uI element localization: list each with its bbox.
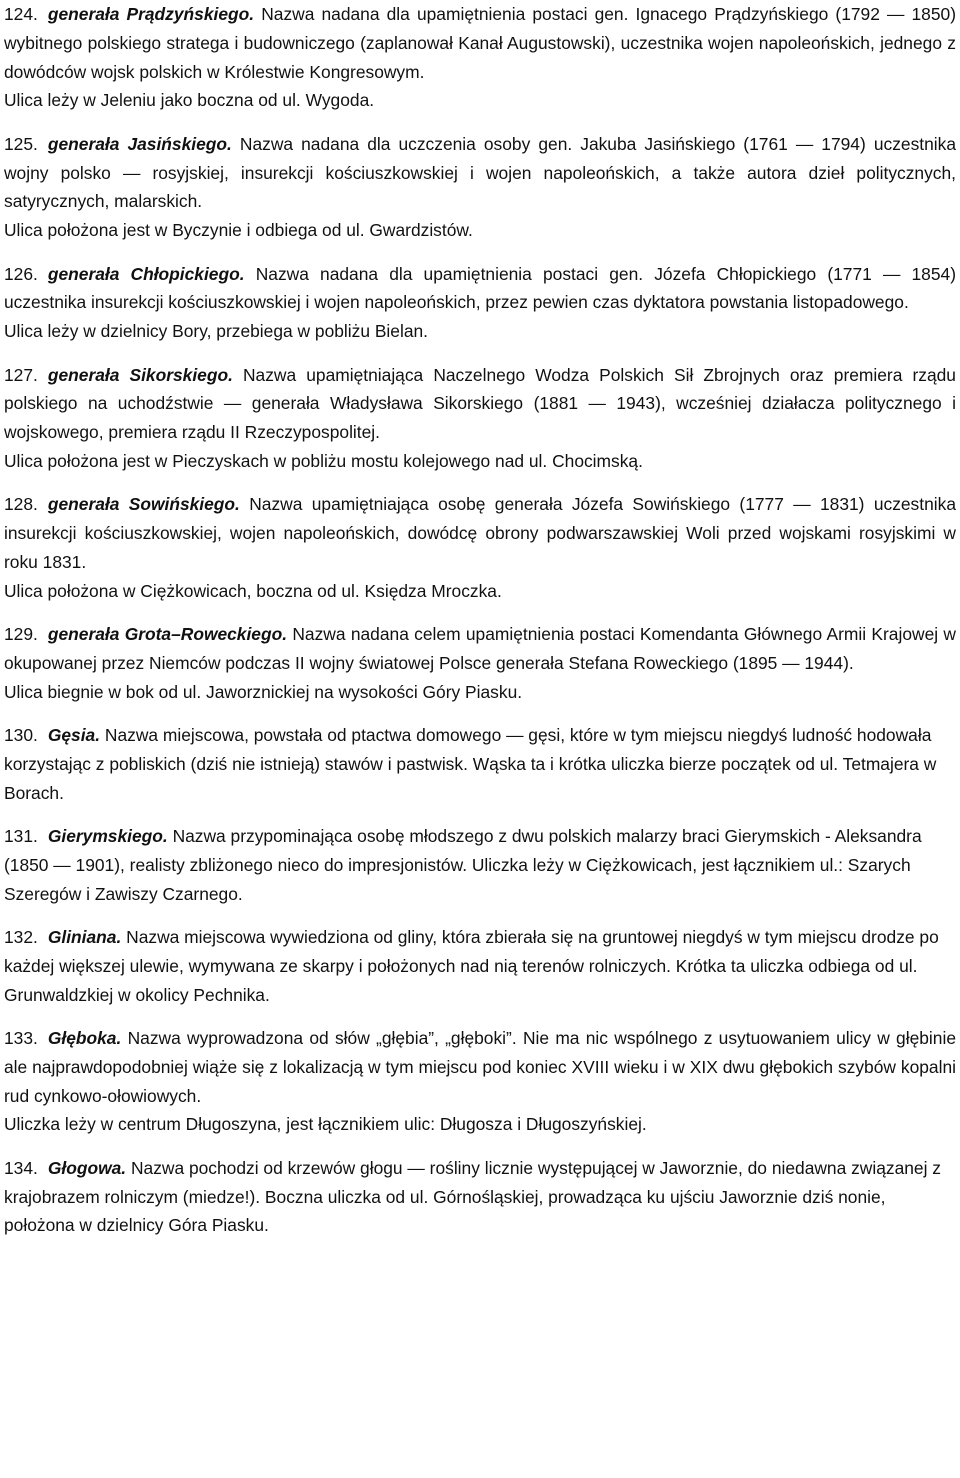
- street-name: generała Sowińskiego.: [47, 494, 240, 515]
- entry-location: Ulica położona jest w Pieczyskach w pobliżu mostu kolejowego nad ul. Chocimską.: [4, 450, 643, 471]
- entry-description: Nazwa upamiętniająca Naczelnego Wodza Polskich Sił Zbrojnych oraz premiera rządu polskiego na uchodźstwie — generała Władysława Sikorskiego (1881 — 1943), wcześniej działacza politycznego i wojskowego, premiera rządu II Rzeczypospolitej.: [4, 364, 956, 443]
- entry-number: 130.: [4, 725, 38, 746]
- document-page: [4, 0, 956, 1255]
- street-entry-132: [4, 923, 956, 1009]
- entry-number: 127.: [4, 364, 38, 385]
- street-name: Głęboka.: [47, 1028, 122, 1049]
- entry-location: Ulica położona jest w Byczynie i odbiega od ul. Gwardzistów.: [4, 220, 473, 241]
- entry-description: Nazwa nadana celem upamiętnienia postaci Komendanta Głównego Armii Krajowej w okupowanej przez Niemców podczas II wojny światowej Polsce generała Stefana Roweckiego (1895 — 1944).: [4, 624, 956, 673]
- entry-number: 132.: [4, 927, 38, 948]
- street-name: generała Grota–Roweckiego.: [47, 624, 288, 645]
- entry-number: 124.: [4, 4, 38, 24]
- street-name: generała Chłopickiego.: [47, 263, 245, 284]
- entry-description: Nazwa przypominająca osobę młodszego z dwu polskich malarzy braci Gierymskich - Aleksandra (1850 — 1901), realisty zbliżonego nieco do impresjonistów. Uliczka leży w Ciężkowicach, jest łącznikiem ul.: Szarych Szeregów i Zawiszy Czarnego.: [4, 826, 922, 904]
- street-name: generała Jasińskiego.: [47, 133, 232, 154]
- street-entry-131: [4, 822, 956, 908]
- entry-description: Nazwa pochodzi od krzewów głogu — rośliny licznie występującej w Jaworznie, do niedawna związanej z krajobrazem rolniczym (miedze!). Boczna uliczka od ul. Górnośląskiej, prowadząca ku ujściu Jaworznie dziś nonie, położona w dzielnicy Góra Piasku.: [4, 1157, 941, 1236]
- entry-number: 131.: [4, 826, 38, 847]
- street-entry-130: [4, 721, 956, 807]
- entry-description: Nazwa nadana dla uczczenia osoby gen. Jakuba Jasińskiego (1761 — 1794) uczestnika wojny polsko — rosyjskiej, insurekcji kościuszkowskiej i wojen napoleońskich, a także autora dzieł politycznych, satyrycznych, malarskich.: [4, 133, 956, 212]
- entry-number: 134.: [4, 1157, 38, 1178]
- entry-description: Nazwa miejscowa wywiedziona od gliny, która zbierała się na gruntowej niegdyś w tym miejscu drodze po każdej większej ulewie, wymywana ze skarpy i położonych nad nią terenów rolniczych. Krótka ta uliczka odbiega od ul. Grunwaldzkiej w okolicy Pechnika.: [4, 927, 939, 1005]
- entry-number: 129.: [4, 624, 38, 645]
- street-entry-127: [4, 361, 956, 476]
- entry-location: Ulica położona w Ciężkowicach, boczna od ul. Księdza Mroczka.: [4, 580, 502, 601]
- street-name: Głogowa.: [47, 1157, 127, 1178]
- street-name: generała Prądzyńskiego.: [47, 4, 255, 24]
- street-entry-128: [4, 490, 956, 605]
- entry-description: Nazwa nadana dla upamiętnienia postaci gen. Józefa Chłopickiego (1771 — 1854) uczestnika insurekcji kościuszkowskiej i wojen napoleońskich, przez pewien czas dyktatora powstania listopadowego.: [4, 263, 956, 313]
- entry-description: Nazwa upamiętniająca osobę generała Józefa Sowińskiego (1777 — 1831) uczestnika insurekcji kościuszkowskiej, wojen napoleońskich, dowódcę obrony podwarszawskiej Woli przed wojskami rosyjskimi w roku 1831.: [4, 494, 956, 572]
- street-entry-129: [4, 620, 956, 706]
- entry-description: Nazwa nadana dla upamiętnienia postaci gen. Ignacego Prądzyńskiego (1792 — 1850) wybitnego polskiego stratega i budowniczego (zaplanował Kanał Augustowski), uczestnika wojen napoleońskich, jednego z dowódców wojsk polskich w Królestwie Kongresowym.: [4, 4, 956, 82]
- street-name: Gierymskiego.: [47, 826, 168, 847]
- entry-description: Nazwa wyprowadzona od słów „głębia”, „głęboki”. Nie ma nic wspólnego z usytuowaniem ulicy w głębinie ale najprawdopodobniej wiąże się z lokalizacją w tym miejscu pod koniec XVIII wieku i w XIX dwu głębokich szybów kopalni rud cynkowo-ołowiowych.: [4, 1028, 956, 1106]
- entry-number: 126.: [4, 263, 38, 284]
- entry-location: Ulica leży w Jeleniu jako boczna od ul. Wygoda.: [4, 90, 375, 111]
- entry-number: 125.: [4, 133, 38, 154]
- street-entry-133: [4, 1024, 956, 1139]
- street-entry-125: [4, 130, 956, 245]
- entry-number: 128.: [4, 494, 38, 515]
- entry-location: Ulica biegnie w bok od ul. Jaworznickiej na wysokości Góry Piasku.: [4, 681, 523, 702]
- street-name: Gliniana.: [47, 927, 122, 948]
- entry-location: Ulica leży w dzielnicy Bory, przebiega w pobliżu Bielan.: [4, 321, 429, 342]
- street-entry-124: [4, 0, 956, 115]
- street-entry-134: [4, 1154, 956, 1240]
- street-entry-126: [4, 260, 956, 346]
- entry-number: 133.: [4, 1028, 38, 1049]
- entry-location: Uliczka leży w centrum Długoszyna, jest łącznikiem ulic: Długosza i Długoszyńskiej.: [4, 1114, 647, 1135]
- street-name: generała Sikorskiego.: [47, 364, 233, 385]
- street-name: Gęsia.: [47, 725, 101, 746]
- entry-description: Nazwa miejscowa, powstała od ptactwa domowego — gęsi, które w tym miejscu niegdyś ludność hodowała korzystając z pobliskich (dziś nie istnieją) stawów i pastwisk. Wąska ta i krótka uliczka bierze początek od ul. Tetmajera w Borach.: [4, 725, 937, 803]
